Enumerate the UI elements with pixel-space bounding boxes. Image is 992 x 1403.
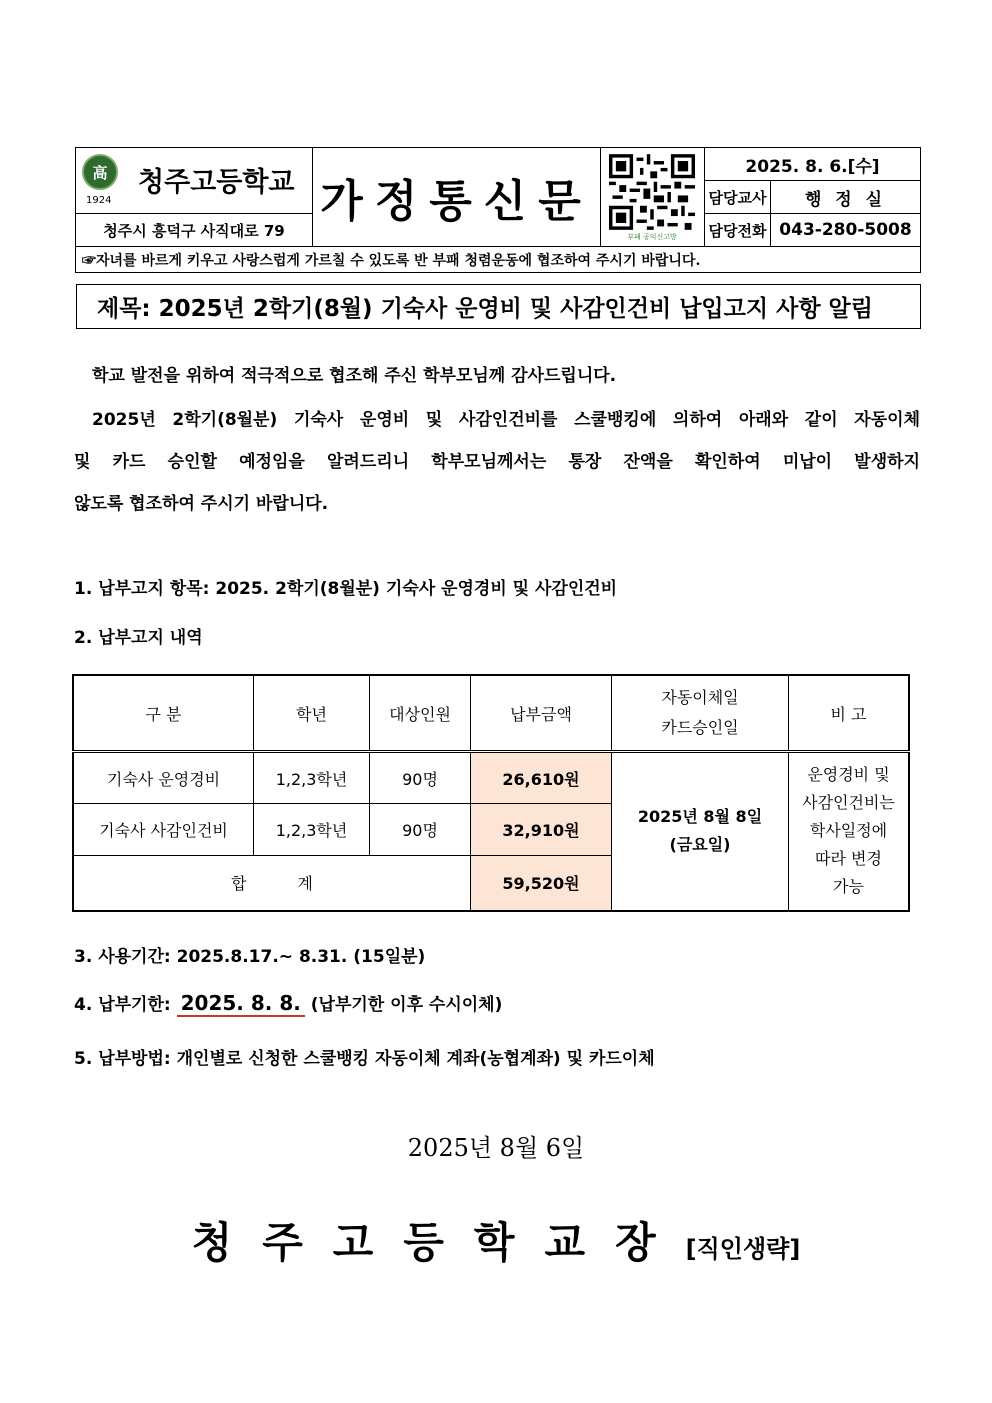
- total-amount: 59,520원: [471, 856, 612, 911]
- phone-label: 담당전화: [704, 213, 771, 247]
- header-amount: 납부금액: [471, 675, 612, 752]
- header-date-line1: 자동이체일: [661, 688, 739, 707]
- footer-date: 2025년 8월 6일: [407, 1134, 585, 1162]
- phone-value: 043-280-5008: [770, 213, 921, 247]
- table-header-row: [73, 675, 909, 752]
- school-name: 청주고등학교: [138, 167, 295, 198]
- fee-table: [72, 674, 910, 912]
- subject-line: 제목: 2025년 2학기(8월) 기숙사 운영비 및 사감인건비 납입고지 사항 알림: [76, 284, 921, 329]
- item-4-suffix: (납부기한 이후 수시이체): [310, 995, 503, 1015]
- letter-header: [75, 147, 921, 273]
- school-logo-box: [75, 147, 313, 214]
- seal-note: [직인생략]: [685, 1235, 801, 1263]
- header-note: 비 고: [789, 675, 910, 752]
- signature-line: [0, 1210, 992, 1270]
- item-1: 1. 납부고지 항목: 2025. 2학기(8월분) 기숙사 운영경비 및 사감인건비: [74, 579, 618, 599]
- signer-name: 청주고등학교장: [191, 1218, 686, 1267]
- qr-caption: 부패 공익신고방: [627, 233, 677, 241]
- item-5: 5. 납부방법: 개인별로 신청한 스쿨뱅킹 자동이체 계좌(농협계좌) 및 카드이체: [74, 1049, 655, 1069]
- header-count: 대상인원: [370, 675, 471, 752]
- row-amount: 32,910원: [471, 804, 612, 856]
- note-line-4: 따라 변경: [815, 849, 882, 869]
- anti-corruption-slogan: ☞자녀를 바르게 키우고 사랑스럽게 가르칠 수 있도록 반 부패 청렴운동에 협조하여 주시기 바랍니다.: [75, 246, 921, 273]
- row-grade: 1,2,3학년: [254, 804, 370, 856]
- document-title: 가정통신문: [312, 147, 601, 247]
- row-count: 90명: [370, 804, 471, 856]
- founded-year: 1924: [86, 195, 112, 206]
- item-4-prefix: 4. 납부기한:: [74, 995, 171, 1015]
- item-3: 3. 사용기간: 2025.8.17.~ 8.31. (15일분): [74, 947, 426, 967]
- total-label: 합 계: [73, 856, 471, 911]
- item-4-deadline: 2025. 8. 8.: [177, 991, 305, 1017]
- header-date: [612, 675, 789, 752]
- row-category: 기숙사 사감인건비: [73, 804, 254, 856]
- pay-date-cell: [612, 752, 789, 911]
- item-4: [74, 990, 502, 1015]
- row-count: 90명: [370, 752, 471, 804]
- body-paragraph-2-line-2: 및 카드 승인할 예정임을 알려드리니 학부모님께서는 통장 잔액을 확인하여 미납이 발생하지: [74, 452, 920, 472]
- pay-date-line2: (금요일): [669, 835, 731, 855]
- teacher-label: 담당교사: [704, 180, 771, 214]
- header-grade: 학년: [254, 675, 370, 752]
- row-amount: 26,610원: [471, 752, 612, 804]
- pay-date-line1: 2025년 8월 8일: [637, 807, 763, 827]
- note-cell: [789, 752, 910, 911]
- table-row: [73, 752, 909, 804]
- issue-date: 2025. 8. 6.[수]: [704, 147, 921, 181]
- qr-code-icon: [609, 154, 695, 230]
- row-grade: 1,2,3학년: [254, 752, 370, 804]
- school-emblem-icon: 高: [82, 154, 118, 190]
- body-paragraph-2-line-3: 않도록 협조하여 주시기 바랍니다.: [74, 494, 329, 514]
- row-category: 기숙사 운영경비: [73, 752, 254, 804]
- body-paragraph-2-line-1: 2025년 2학기(8월분) 기숙사 운영비 및 사감인건비를 스쿨뱅킹에 의하여 아래와 같이 자동이체: [92, 410, 920, 430]
- header-date-line2: 카드승인일: [661, 718, 739, 737]
- note-line-5: 가능: [833, 877, 864, 897]
- note-line-3: 학사일정에: [809, 821, 888, 841]
- note-line-1: 운영경비 및: [807, 765, 890, 785]
- header-category: 구 분: [73, 675, 254, 752]
- body-paragraph-1: 학교 발전을 위하여 적극적으로 협조해 주신 학부모님께 감사드립니다.: [92, 366, 617, 386]
- school-address: 청주시 흥덕구 사직대로 79: [75, 213, 313, 247]
- teacher-value: 행 정 실: [770, 180, 921, 214]
- qr-code-box[interactable]: [600, 147, 705, 247]
- note-line-2: 사감인건비는: [802, 793, 895, 813]
- item-2: 2. 납부고지 내역: [74, 628, 203, 648]
